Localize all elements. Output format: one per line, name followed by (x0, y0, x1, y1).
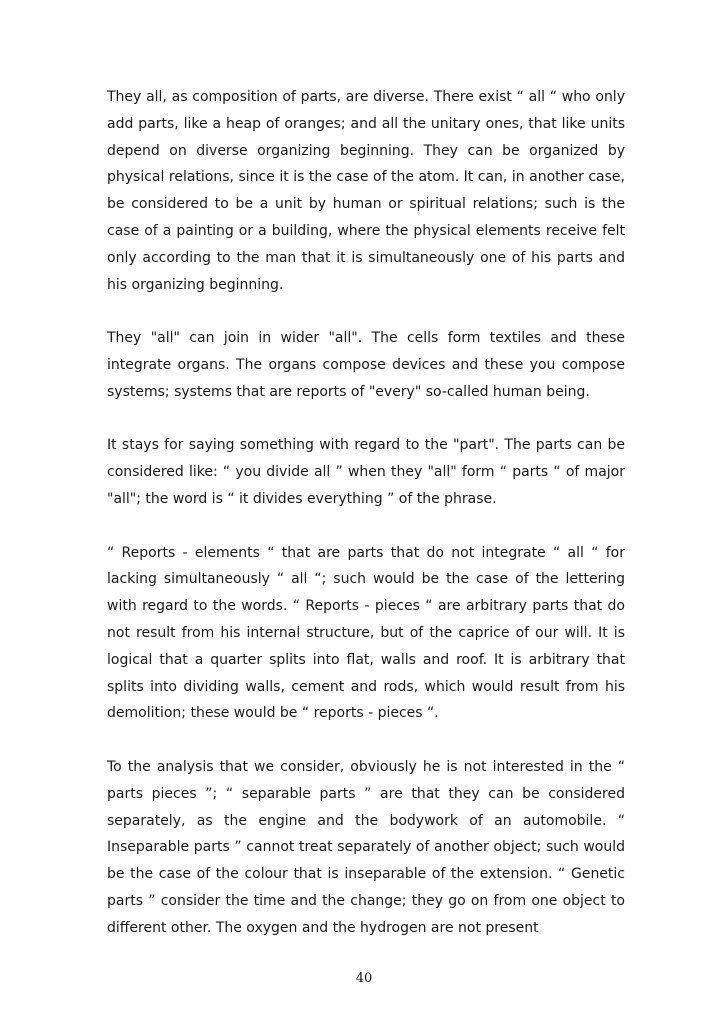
paragraph-4: “ Reports - elements “ that are parts that do not integrate “ all “ for lacking simultaneously “ all “; such would be the case of the lettering with regard to the words. “ Reports - pieces “ are arbitrary parts that do not result from his internal structure, but of the caprice of our will. It is logical that a quarter splits into flat, walls and roof. It is arbitrary that splits into dividing walls, cement and rods, which would result from his demolition; these would be “ reports - pieces “. (107, 544, 625, 722)
paragraph-3: It stays for saying something with regard to the "part". The parts can be considered like: “ you divide all ” when they "all" form “ parts “ of major "all"; the word is “ it divides everything ” of the phrase. (107, 437, 625, 507)
paragraph-5: To the analysis that we consider, obviously he is not interested in the “ parts pieces ”; “ separable parts ” are that they can be considered separately, as the engine and the bodywork of an automobile. “ Inseparable parts ” cannot treat separately of another object; such would be the case of the colour that is inseparable of the extension. “ Genetic parts ” consider the time and the change; they go on from one object to different other. The oxygen and the hydrogen are not present (107, 758, 625, 936)
body-text (107, 84, 625, 968)
page-number: 40 (355, 971, 373, 986)
paragraph-1: They all, as composition of parts, are diverse. There exist “ all “ who only add parts, like a heap of oranges; and all the unitary ones, that like units depend on diverse organizing beginning. They can be organized by physical relations, since it is the case of the atom. It can, in another case, be considered to be a unit by human or spiritual relations; such is the case of a painting or a building, where the physical elements receive felt only according to the man that it is simultaneously one of his parts and his organizing beginning. (107, 89, 625, 293)
paragraph-2: They "all" can join in wider "all". The cells form textiles and these integrate organs. The organs compose devices and these you compose systems; systems that are reports of "every" so-called human being. (107, 330, 625, 400)
